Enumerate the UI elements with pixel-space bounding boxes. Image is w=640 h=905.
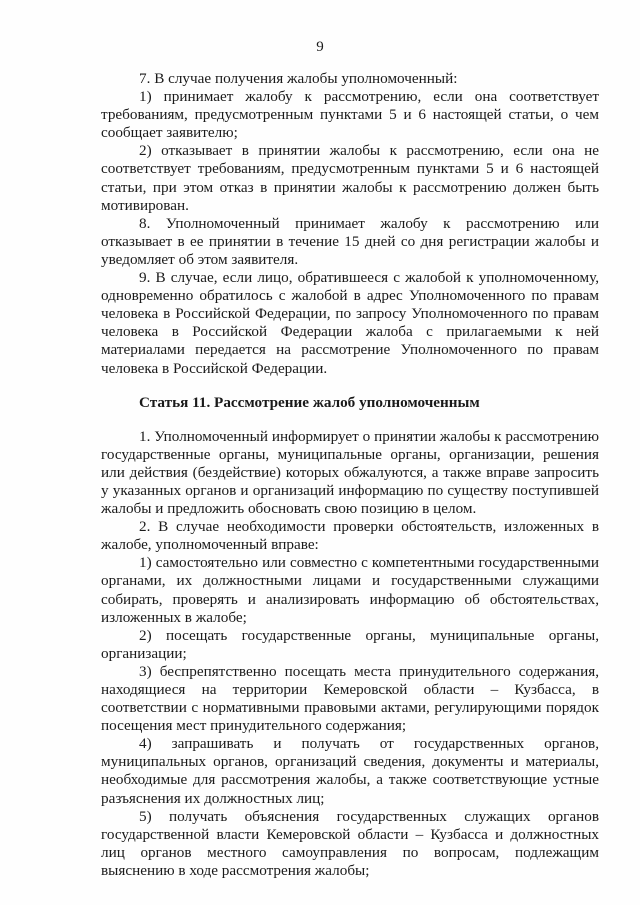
- clause-9: 9. В случае, если лицо, обратившееся с жалобой к уполномоченному, одновременно обратилось с жалобой в адрес Уполномоченного по правам человека в Российской Федерации, по запросу Уполномоченного по правам человека в Российской Федерации жалоба с прилагаемыми к ней материалами передается на рассмотрение Уполномоченного по правам человека в Российской Федерации.: [101, 269, 599, 377]
- article-11-clause-1: 1. Уполномоченный информирует о принятии жалобы к рассмотрению государственные органы, муниципальные органы, организации, решения или действия (бездействие) которых обжалуются, а также вправе запросить у указанных органов и организаций информацию по существу поступившей жалобы и предложить обосновать свою позицию в целом.: [101, 427, 599, 518]
- clause-7-intro: 7. В случае получения жалобы уполномоченный:: [139, 70, 458, 87]
- article-11-heading: Статья 11. Рассмотрение жалоб уполномоченным: [139, 393, 480, 411]
- article-11-clause-2-item-1: 1) самостоятельно или совместно с компетентными государственными органами, их должностными лицами и государственными служащими собирать, проверять и анализировать информацию об обстоятельствах, изложенных в жалобе;: [101, 554, 599, 626]
- document-body: [101, 70, 599, 880]
- article-11-clause-2-item-4: 4) запрашивать и получать от государственных органов, муниципальных органов, организаций сведения, документы и материалы, необходимые для рассмотрения жалобы, а также соответствующие устные разъяснения их должностных лиц;: [101, 735, 599, 807]
- article-11-clause-2-item-5: 5) получать объяснения государственных служащих органов государственной власти Кемеровской области – Кузбасса и должностных лиц органов местного самоуправления по вопросам, подлежащим выяснению в ходе рассмотрения жалобы;: [101, 807, 599, 879]
- article-11-clause-2: 2. В случае необходимости проверки обстоятельств, изложенных в жалобе, уполномоченный вправе:: [101, 518, 599, 554]
- article-11-clause-2-item-2: 2) посещать государственные органы, муниципальные органы, организации;: [101, 626, 599, 662]
- article-11-clause-2-item-3: 3) беспрепятственно посещать места принудительного содержания, находящиеся на территории Кемеровской области – Кузбасса, в соответствии с нормативными правовыми актами, регулирующими порядок посещения мест принудительного содержания;: [101, 662, 599, 735]
- page-number: 9: [316, 39, 324, 55]
- clause-7-item-2: 2) отказывает в принятии жалобы к рассмотрению, если она не соответствует требованиям, предусмотренным пунктами 5 и 6 настоящей статьи, при этом отказ в принятии жалобы к рассмотрению должен быть мотивирован.: [101, 142, 599, 214]
- clause-7-item-1: 1) принимает жалобу к рассмотрению, если она соответствует требованиям, предусмотренным пунктами 5 и 6 настоящей статьи, о чем сообщает заявителю;: [101, 88, 599, 142]
- clause-8: 8. Уполномоченный принимает жалобу к рассмотрению или отказывает в ее принятии в течение 15 дней со дня регистрации жалобы и уведомляет об этом заявителя.: [101, 214, 599, 268]
